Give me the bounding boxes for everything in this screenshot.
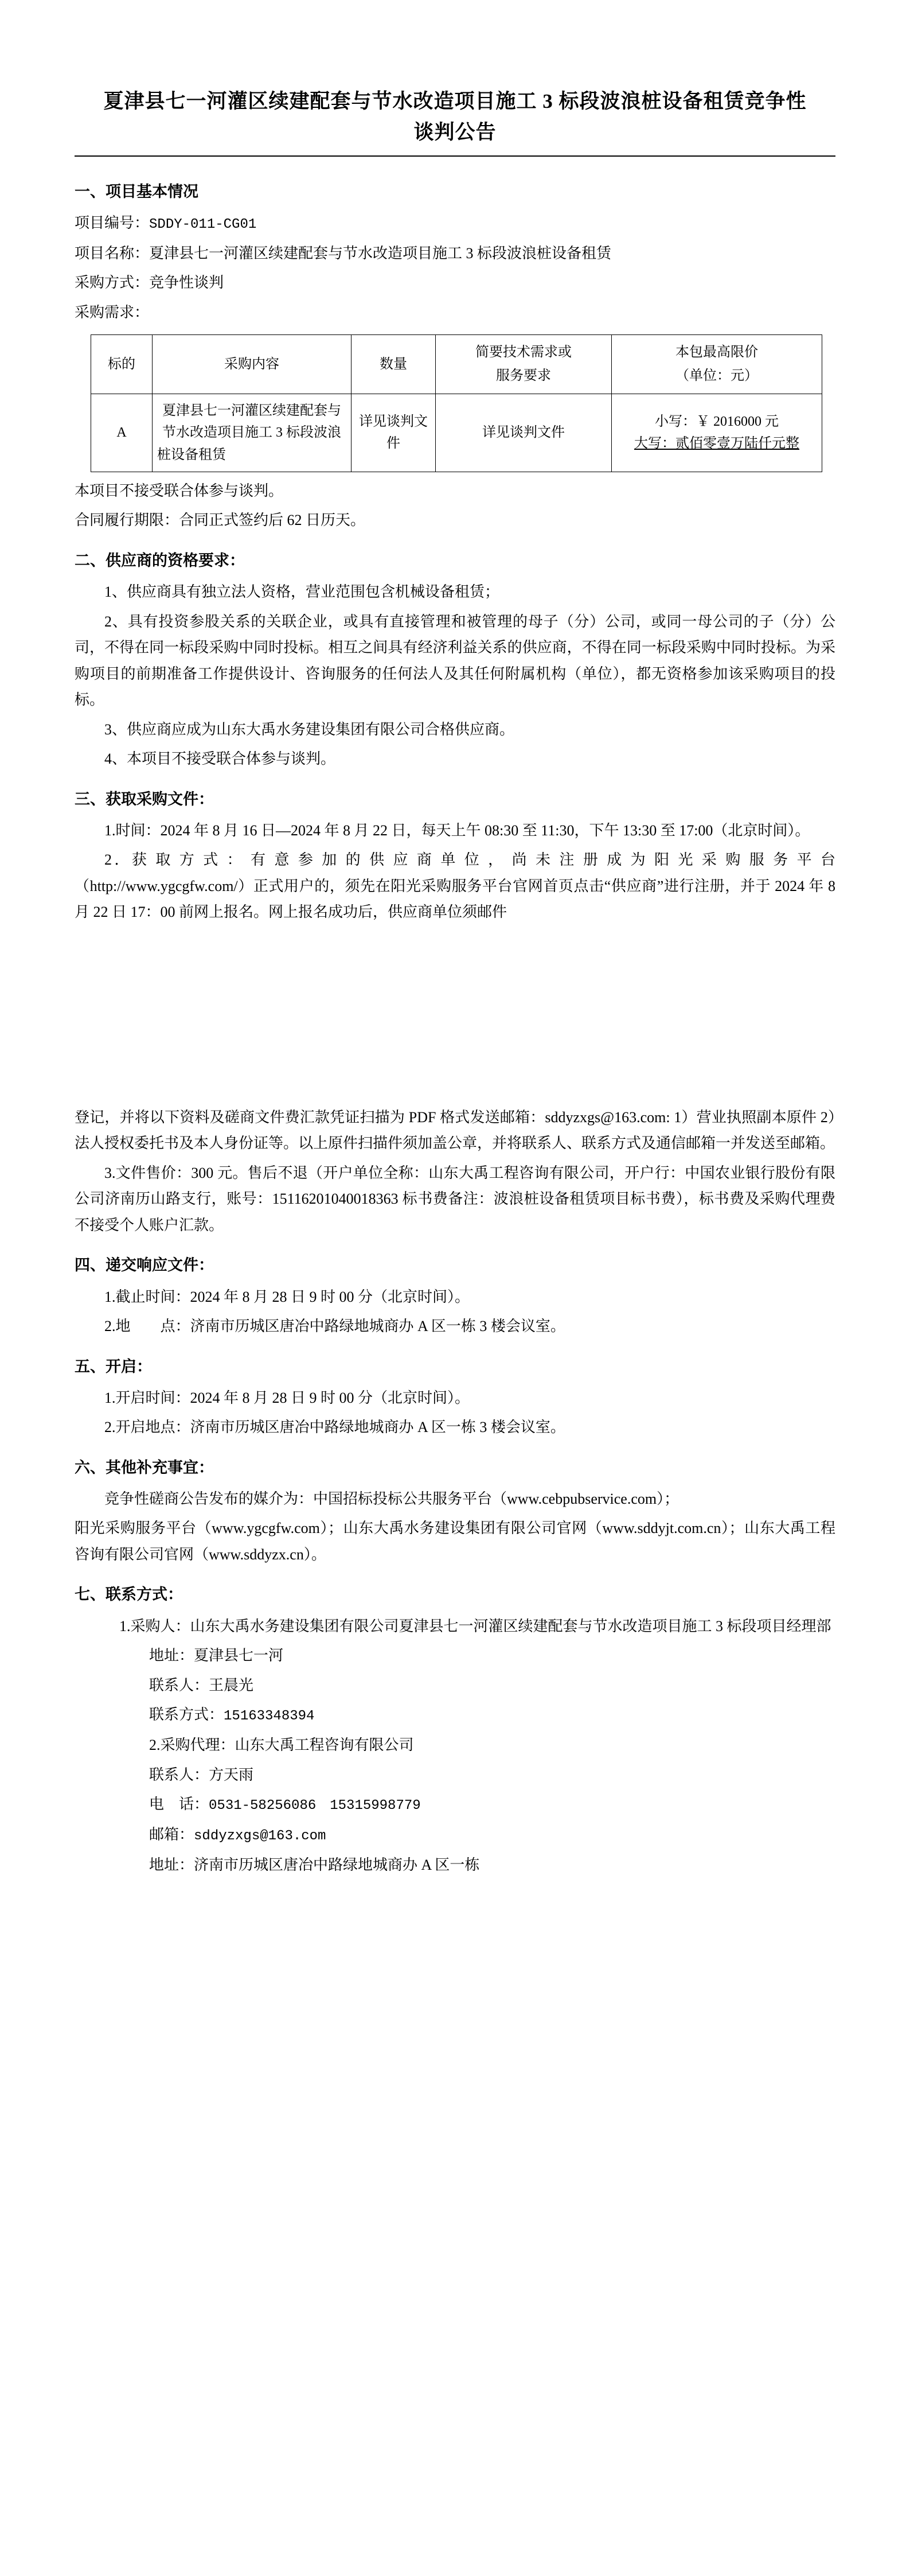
buyer-address-line bbox=[75, 1643, 835, 1669]
cell-content: 夏津县七一河灌区续建配套与节水改造项目施工 3 标段波浪桩设备租赁 bbox=[153, 394, 351, 472]
get-documents-continued: 登记，并将以下资料及磋商文件费汇款凭证扫描为 PDF 格式发送邮箱：sddyzxgs@163.com: 1）营业执照副本原件 2）法人授权委托书及本人身份证等。以上原件扫描件须加盖公章，并将联系人、联系方式及通信邮箱一并发送至邮箱。 bbox=[75, 1108, 835, 1152]
agent-address-value: 济南市历城区唐冶中路绿地城商办 A 区一栋 bbox=[194, 1857, 480, 1874]
other-media-line2: 阳光采购服务平台（www.ygcgfw.com）；山东大禹水务建设集团有限公司官网（www.sddyjt.com.cn）；山东大禹工程咨询有限公司官网（www.sddyzx.cn）。 bbox=[75, 1520, 835, 1563]
purchase-method-line bbox=[75, 270, 835, 296]
project-number-label: 项目编号： bbox=[75, 214, 150, 231]
project-name-label: 项目名称： bbox=[75, 244, 150, 262]
buyer-phone-value: 15163348394 bbox=[224, 1709, 315, 1725]
table-header-quantity bbox=[351, 335, 436, 394]
section-heading-submission: 四、递交响应文件： bbox=[75, 1256, 214, 1274]
table-row bbox=[91, 394, 822, 472]
agent-tel-label: 电 话： bbox=[149, 1796, 209, 1813]
table-header-requirement-line1: 简要技术需求或 bbox=[475, 345, 572, 360]
get-documents-method: 2．获 取 方 式 ： 有 意 参 加 的 供 应 商 单 位 ， 尚 未 注 册 成 为 阳 光 采 购 服 务 平 台（http://www.ygcgfw.com/）正式用户的，须先在阳光采购服务平台官网首页点击“供应商”进行注册，并于 2024 年 8 月 22 日 17：00 前网上报名。网上报名成功后，供应商单位须邮件 bbox=[75, 851, 835, 921]
procurement-table bbox=[91, 334, 822, 472]
section-heading-basic-info: 一、项目基本情况 bbox=[75, 182, 198, 200]
agent-label: 2.采购代理： bbox=[149, 1737, 235, 1754]
buyer-contact-value: 王晨光 bbox=[209, 1676, 254, 1694]
buyer-address-label: 地址： bbox=[149, 1647, 194, 1664]
buyer-value: 山东大禹水务建设集团有限公司夏津县七一河灌区续建配套与节水改造项目施工 3 标段项目经理部 bbox=[190, 1617, 831, 1635]
table-header-mark-line1: 标的 bbox=[108, 356, 135, 372]
agent-contact-value: 方天雨 bbox=[209, 1766, 254, 1783]
table-header-requirement-line2: 服务要求 bbox=[496, 368, 551, 383]
purchase-method-label: 采购方式： bbox=[75, 274, 150, 291]
qualification-item-1: 1、供应商具有独立法人资格，营业范围包含机械设备租赁； bbox=[104, 583, 500, 601]
table-header-content bbox=[153, 335, 351, 394]
buyer-line bbox=[75, 1613, 835, 1640]
section-heading-other: 六、其他补充事宜： bbox=[75, 1458, 214, 1476]
cell-requirement: 详见谈判文件 bbox=[436, 394, 612, 472]
agent-value: 山东大禹工程咨询有限公司 bbox=[235, 1737, 414, 1754]
cell-mark: A bbox=[91, 394, 153, 472]
page-title: 夏津县七一河灌区续建配套与节水改造项目施工 3 标段波浪桩设备租赁竞争性谈判公告 bbox=[103, 90, 807, 144]
qualification-item-2: 2、具有投资参股关系的关联企业，或具有直接管理和被管理的母子（分）公司，或同一母公司的子（分）公司，不得在同一标段采购中同时投标。相互之间具有经济利益关系的供应商，不得在同一标段采购中同时投标。为采购项目的前期准备工作提供设计、咨询服务的任何法人及其任何附属机构（单位），都无资格参加该采购项目的投标。 bbox=[75, 613, 835, 709]
qualification-item-3: 3、供应商应成为山东大禹水务建设集团有限公司合格供应商。 bbox=[104, 721, 515, 738]
purchase-demand-label: 采购需求： bbox=[75, 303, 150, 321]
project-number-value: SDDY-011-CG01 bbox=[149, 216, 257, 232]
price-upper-case: 大写：贰佰零壹万陆仟元整 bbox=[634, 436, 799, 452]
footer-space bbox=[75, 1882, 835, 1905]
contract-period-note: 合同履行期限：合同正式签约后 62 日历天。 bbox=[75, 512, 366, 529]
table-header-row bbox=[91, 335, 822, 394]
cell-quantity: 详见谈判文件 bbox=[351, 394, 436, 472]
agent-contact-line bbox=[75, 1762, 835, 1788]
table-header-quantity-line1: 数量 bbox=[380, 356, 407, 372]
purchase-method-value: 竞争性谈判 bbox=[149, 274, 224, 291]
buyer-contact-line bbox=[75, 1672, 835, 1699]
opening-time: 1.开启时间：2024 年 8 月 28 日 9 时 00 分（北京时间）。 bbox=[104, 1389, 470, 1406]
document-fee: 3.文件售价：300 元。售后不退（开户单位全称：山东大禹工程咨询有限公司，开户行：中国农业银行股份有限公司济南历山路支行，账号：15116201040018363 标书费备注：波浪桩设备租赁项目标书费），标书费及采购代理费不接受个人账户汇款。 bbox=[75, 1164, 835, 1233]
submission-deadline: 1.截止时间：2024 年 8 月 28 日 9 时 00 分（北京时间）。 bbox=[104, 1288, 470, 1305]
qualification-item-4: 4、本项目不接受联合体参与谈判。 bbox=[104, 750, 336, 768]
opening-place: 2.开启地点：济南市历城区唐冶中路绿地城商办 A 区一栋 3 楼会议室。 bbox=[104, 1419, 565, 1436]
buyer-address-value: 夏津县七一河 bbox=[194, 1647, 284, 1664]
page-break-gap bbox=[75, 929, 835, 1101]
section-heading-contact: 七、联系方式： bbox=[75, 1586, 183, 1604]
buyer-contact-label: 联系人： bbox=[149, 1676, 209, 1694]
price-lower-case: 小写：￥ 2016000 元 bbox=[655, 414, 779, 429]
table-header-price bbox=[612, 335, 822, 394]
section-heading-qualification: 二、供应商的资格要求： bbox=[75, 551, 245, 569]
agent-address-label: 地址： bbox=[149, 1857, 194, 1874]
other-media-line1: 竞争性磋商公告发布的媒介为：中国招标投标公共服务平台（www.cebpubservice.com）； bbox=[104, 1490, 679, 1507]
agent-address-line bbox=[75, 1852, 835, 1878]
agent-tel-value: 0531-58256086 15315998779 bbox=[209, 1798, 421, 1814]
table-header-requirement bbox=[436, 335, 612, 394]
submission-place: 2.地 点：济南市历城区唐冶中路绿地城商办 A 区一栋 3 楼会议室。 bbox=[104, 1318, 565, 1335]
buyer-phone-line bbox=[75, 1702, 835, 1729]
title-divider bbox=[75, 155, 835, 157]
project-name-line bbox=[75, 240, 835, 267]
agent-tel-line bbox=[75, 1791, 835, 1818]
agent-contact-label: 联系人： bbox=[149, 1766, 209, 1783]
agent-email-value: sddyzxgs@163.com bbox=[194, 1828, 326, 1845]
project-name-value: 夏津县七一河灌区续建配套与节水改造项目施工 3 标段波浪桩设备租赁 bbox=[149, 244, 612, 262]
section-heading-get-documents: 三、获取采购文件： bbox=[75, 790, 214, 808]
project-number-line bbox=[75, 210, 835, 237]
section-heading-opening: 五、开启： bbox=[75, 1357, 152, 1375]
get-documents-time: 1.时间：2024 年 8 月 16 日—2024 年 8 月 22 日，每天上午 08:30 至 11:30，下午 13:30 至 17:00（北京时间）。 bbox=[104, 822, 810, 839]
table-header-price-line2: （单位：元） bbox=[675, 368, 758, 383]
agent-line bbox=[75, 1732, 835, 1758]
agent-email-label: 邮箱： bbox=[149, 1826, 194, 1843]
agent-email-line bbox=[75, 1822, 835, 1849]
no-consortium-note: 本项目不接受联合体参与谈判。 bbox=[75, 482, 284, 499]
table-header-price-line1: 本包最高限价 bbox=[675, 345, 758, 360]
cell-price bbox=[612, 394, 822, 472]
table-header-content-line1: 采购内容 bbox=[224, 356, 279, 372]
buyer-label: 1.采购人： bbox=[119, 1617, 190, 1635]
buyer-phone-label: 联系方式： bbox=[149, 1706, 224, 1723]
table-header-mark bbox=[91, 335, 153, 394]
